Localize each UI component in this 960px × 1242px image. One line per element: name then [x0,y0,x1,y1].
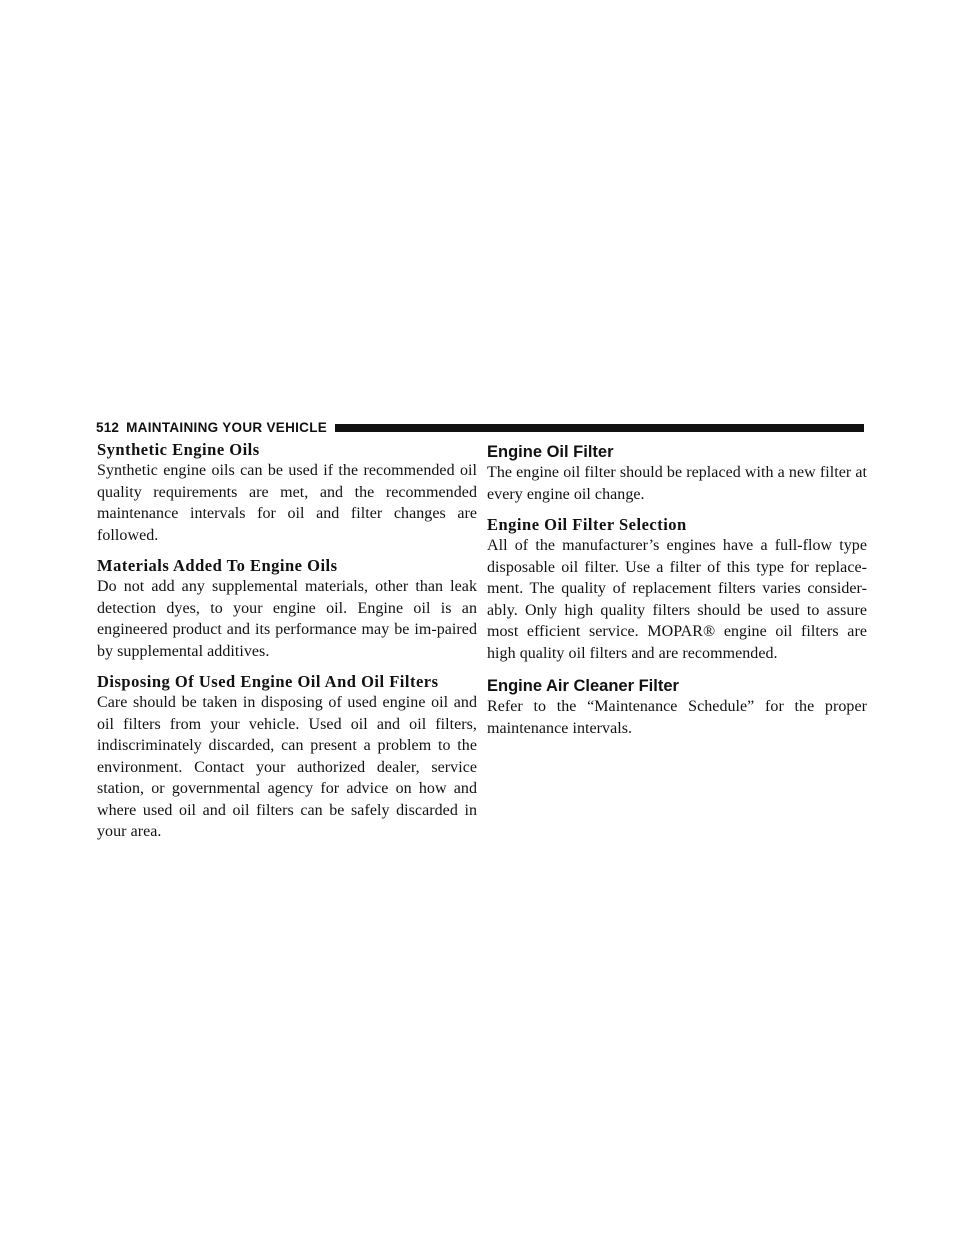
paragraph-air-cleaner-filter: Refer to the “Maintenance Schedule” for the proper maintenance intervals. [487,698,867,737]
right-column [487,440,867,749]
paragraph-engine-oil-filter: The engine oil filter should be replaced with a new filter at every engine oil change. [487,464,867,503]
paragraph-synthetic-engine-oils: Synthetic engine oils can be used if the recommended oil quality requirements are met, and the recommended maintenance intervals for oil and filter changes are followed. [97,462,477,544]
heading-materials-added: Materials Added To Engine Oils [97,556,338,575]
paragraph-disposing-used-oil: Care should be taken in disposing of used engine oil and oil filters from your vehicle. Used oil and oil filters, indiscriminately discarded, can present a problem to the environment. Contact your authorized dealer, service station, or governmental agency for advice on how and where used oil and oil filters can be safely discarded in your area. [97,694,477,840]
heading-synthetic-engine-oils: Synthetic Engine Oils [97,440,260,459]
left-column [97,440,477,853]
heading-engine-oil-filter: Engine Oil Filter [487,443,614,461]
page-header [96,416,864,438]
header-rule [335,424,864,432]
section-title: MAINTAINING YOUR VEHICLE [126,419,328,435]
page-number: 512 [96,419,120,435]
paragraph-oil-filter-selection: All of the manufacturer’s engines have a full-flow type disposable oil filter. Use a filter of this type for replace-ment. The quality of replacement filters varies consider-ably. Only high quality filters should be used to assure most efficient service. MOPAR® engine oil filters are high quality oil filters and are recommended. [487,537,867,662]
heading-disposing-used-oil: Disposing Of Used Engine Oil And Oil Filters [97,672,439,691]
heading-oil-filter-selection: Engine Oil Filter Selection [487,515,687,534]
heading-air-cleaner-filter: Engine Air Cleaner Filter [487,677,679,695]
paragraph-materials-added: Do not add any supplemental materials, other than leak detection dyes, to your engine oil. Engine oil is an engineered product and its performance may be im-paired by supplemental additives. [97,578,477,660]
